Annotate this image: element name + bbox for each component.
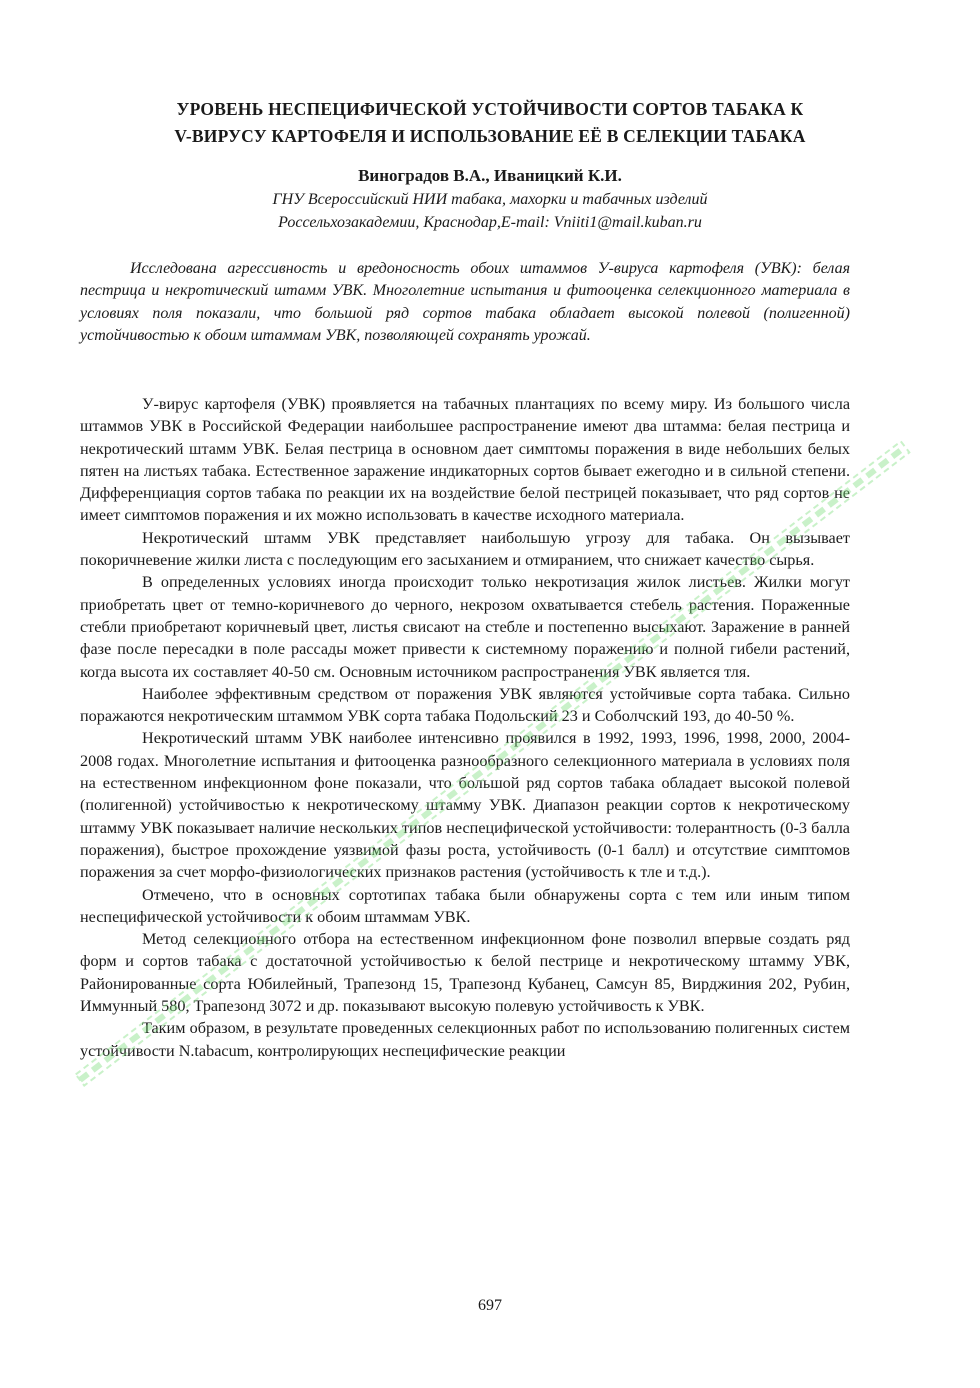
paragraph: Таким образом, в результате проведенных селекционных работ по использованию полигенных систем устойчивости N.tabacum, контролирующих неспецифические реакции (80, 1019, 850, 1060)
paragraph: У-вирус картофеля (УВК) проявляется на табачных плантациях по всему миру. Из большого числа штаммов УВК в Российской Федерации наибольшее распространение имеют два штамма: белая пестрица и некротический штамм УВК. Белая пестрица в основном дает симптомы поражения в виде небольших белых пятен на листьях табака. Естественное заражение индикаторных сортов бывает ежегодно и в сильной степени. Дифференциация сортов табака по реакции их на воздействие белой пестрицей показывает, что ряд сортов не имеет симптомов поражения и их можно использовать в качестве исходного материала. (80, 395, 850, 525)
authors: Виноградов В.А., Иваницкий К.И. (358, 166, 622, 185)
paragraph: Некротический штамм УВК наиболее интенсивно проявился в 1992, 1993, 1996, 1998, 2000, 2004-2008 годах. Многолетние испытания и фитооценка разнообразного селекционного материала в условиях поля на естественном инфекционном фоне показали, что большой ряд сортов табака обладает высокой полевой (полигенной) устойчивостью к некротическому штамму УВК. Диапазон реакции сортов к некротическому штамму УВК показывает наличие нескольких типов неспецифической устойчивости: толерантность (0-3 балла поражения), быстрое прохождение уязвимой фазы роста, устойчивость (0-1 балл) и отсутствие симптомов поражения за счет морфо-физиологических признаков растения (устойчивость к тле и т.д.). (80, 729, 850, 882)
page-number: 697 (478, 1297, 502, 1314)
title-line-1: УРОВЕНЬ НЕСПЕЦИФИЧЕСКОЙ УСТОЙЧИВОСТИ СОРТОВ ТАБАКА К (176, 99, 804, 119)
paragraph: Некротический штамм УВК представляет наибольшую угрозу для табака. Он вызывает покоричневение жилки листа с последующим его засыханием и отмиранием, что снижает качество сырья. (80, 528, 850, 570)
abstract: Исследована агрессивность и вредоносность обоих штаммов У-вируса картофеля (УВК): белая пестрица и некротический штамм УВК. Многолетние испытания и фитооценка селекционного материала в условиях поля показали, что большой ряд сортов табака обладает высокой полевой (полигенной) устойчивостью к обоим штаммам УВК, позволяющей сохранять урожай. (80, 260, 850, 344)
paragraph: В определенных условиях иногда происходит только некротизация жилок листьев. Жилки могут приобретать цвет от темно-коричневого до черного, некрозом охватывается стебель растения. Пораженные стебли приобретают коричневый цвет, листья свисают на стебле и постепенно высыхают. Заражение в ранней фазе после пересадки в поле рассады может привести к системному поражению и полной гибели растений, когда высота их составляет 40-50 см. Основным источником распространения УВК является тля. (80, 573, 850, 681)
affiliation (80, 188, 900, 234)
affiliation-line-2: Россельхозакадемии, Краснодар,E-mail: Vniiti1@mail.kuban.ru (278, 214, 702, 231)
paper-title (80, 96, 900, 150)
body-text (80, 393, 850, 1062)
paragraph: Наиболее эффективным средством от поражения УВК являются устойчивые сорта табака. Сильно поражаются некротическим штаммом УВК сорта табака Подольский 23 и Соболчский 193, до 40-50 %. (80, 684, 850, 726)
title-line-2: V-ВИРУСУ КАРТОФЕЛЯ И ИСПОЛЬЗОВАНИЕ ЕЁ В СЕЛЕКЦИИ ТАБАКА (174, 126, 806, 146)
paragraph: Метод селекционного отбора на естественном инфекционном фоне позволил впервые создать ряд форм и сортов табака с достаточной устойчивостью к белой пестрице и некротическому штамму УВК, Районированные сорта Юбилейный, Трапезонд 15, Трапезонд Кубанец, Самсун 85, Вирджиния 202, Рубин, Иммунный 580, Трапезонд 3072 и др. показывают высокую полевую устойчивость к УВК. (80, 930, 850, 1016)
paragraph: Отмечено, что в основных сортотипах табака были обнаружены сорта с тем или иным типом неспецифической устойчивости к обоим штаммам УВК. (80, 885, 850, 926)
affiliation-line-1: ГНУ Всероссийский НИИ табака, махорки и табачных изделий (272, 191, 708, 208)
